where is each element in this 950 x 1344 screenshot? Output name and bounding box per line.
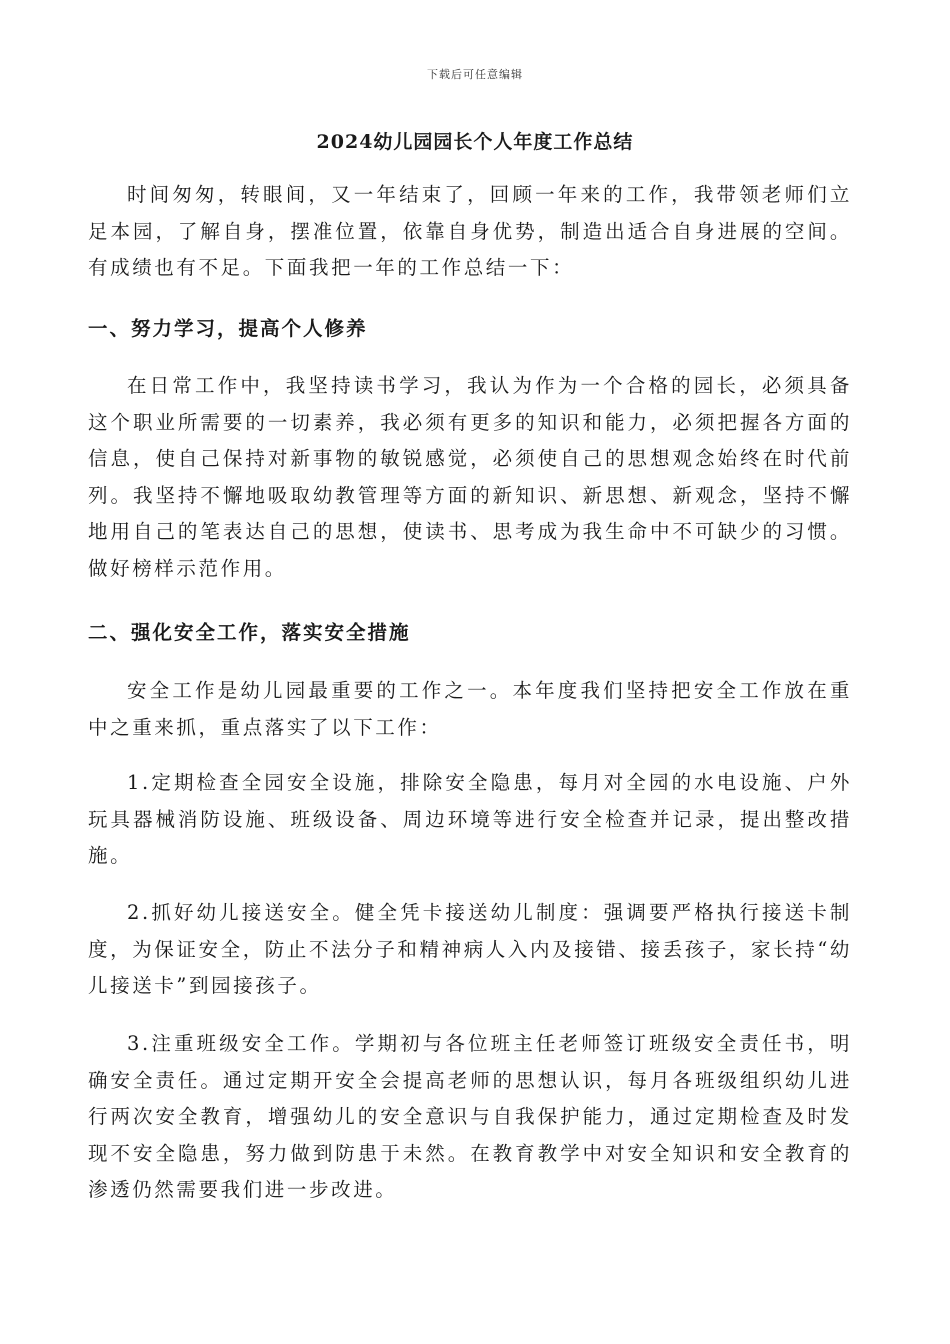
section-2-item-2: 2.抓好幼儿接送安全。健全凭卡接送幼儿制度：强调要严格执行接送卡制度，为保证安全，防止不法分子和精神病人入内及接错、接丢孩子，家长持“幼儿接送卡”到园接孩子。	[88, 901, 852, 997]
section-2-heading: 二、强化安全工作，落实安全措施	[88, 621, 411, 644]
section-2-item-3: 3.注重班级安全工作。学期初与各位班主任老师签订班级安全责任书，明确安全责任。通过定期开安全会提高老师的思想认识，每月各班级组织幼儿进行两次安全教育，增强幼儿的安全意识与自我保护能力，通过定期检查及时发现不安全隐患，努力做到防患于未然。在教育教学中对安全知识和安全教育的渗透仍然需要我们进一步改进。	[88, 1032, 852, 1201]
section-1-paragraph: 在日常工作中，我坚持读书学习，我认为作为一个合格的园长，必须具备这个职业所需要的一切素养，我必须有更多的知识和能力，必须把握各方面的信息，使自己保持对新事物的敏锐感觉，必须使自己的思想观念始终在时代前列。我坚持不懈地吸取幼教管理等方面的新知识、新思想、新观念，坚持不懈地用自己的笔表达自己的思想，使读书、思考成为我生命中不可缺少的习惯。做好榜样示范作用。	[88, 374, 852, 580]
header-note: 下载后可任意编辑	[427, 68, 523, 81]
section-2-item-1: 1.定期检查全园安全设施，排除安全隐患，每月对全园的水电设施、户外玩具器械消防设施、班级设备、周边环境等进行安全检查并记录，提出整改措施。	[88, 771, 852, 867]
section-2-intro-paragraph: 安全工作是幼儿园最重要的工作之一。本年度我们坚持把安全工作放在重中之重来抓，重点落实了以下工作：	[88, 679, 852, 739]
document-title: 2024幼儿园园长个人年度工作总结	[316, 131, 634, 153]
section-1-heading: 一、努力学习，提高个人修养	[88, 317, 368, 340]
intro-paragraph: 时间匆匆，转眼间，又一年结束了，回顾一年来的工作，我带领老师们立足本园，了解自身，摆准位置，依靠自身优势，制造出适合自身进展的空间。有成绩也有不足。下面我把一年的工作总结一下：	[88, 183, 852, 279]
